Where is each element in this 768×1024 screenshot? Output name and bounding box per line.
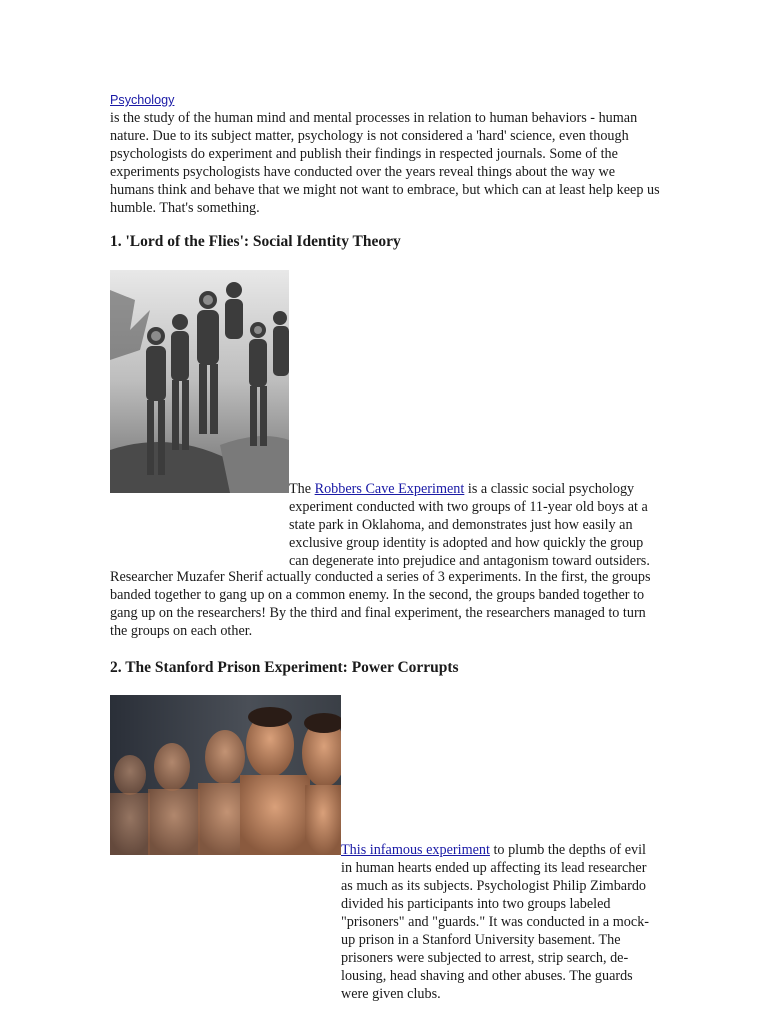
intro-paragraph: is the study of the human mind and mental processes in relation to human behaviors - human nature. Due to its subject matter, psychology is not considered a 'hard' science, even though psychologists do experiment and publish their findings in respected journals. Some of the experiments psychologists have conducted over the years reveal things about the way we humans think and behave that we might not want to embrace, but which can at least help keep us humble. That's something. [110, 110, 660, 216]
robbers-cave-link[interactable]: Robbers Cave Experiment [314, 481, 465, 497]
section-2-heading: 2. The Stanford Prison Experiment: Power Corrupts [110, 659, 459, 676]
stanford-prison-photo [110, 695, 341, 855]
section-1-lead-prefix: The [289, 481, 315, 497]
section-2-lead-text: to plumb the depths of evil in human hearts ended up affecting its lead researcher as much as its subjects. Psychologist Philip Zimbardo divided his participants into two groups labeled "prisoners" and "guards." It was conducted in a mock-up prison in a Stanford University basement. The prisoners were subjected to arrest, strip search, de-lousing, head shaving and other abuses. The guards were given clubs. [341, 842, 650, 1002]
section-1-paragraph-2-wrap [110, 568, 660, 640]
psychology-link[interactable]: Psychology [110, 93, 175, 107]
section-2-body [110, 841, 660, 1003]
section-1-lead-text: is a classic social psychology experiment conducted with two groups of 11-year old boys at a state park in Oklahoma, and demonstrates just how easily an exclusive group identity is adopted and how quickly the group can degenerate into prejudice and antagonism toward outsiders. [289, 481, 650, 569]
lord-of-the-flies-photo [110, 270, 289, 493]
section-1-body [110, 480, 660, 570]
infamous-experiment-link[interactable]: This infamous experiment [341, 842, 490, 858]
section-1-paragraph-2: Researcher Muzafer Sherif actually conducted a series of 3 experiments. In the first, the groups banded together to gang up on a common enemy. In the second, the groups banded together to gang up on the researchers! By the third and final experiment, the researchers managed to turn the groups on each other. [110, 569, 651, 639]
section-1-lead [110, 480, 660, 570]
section-2-lead [110, 841, 660, 1003]
section-1-heading: 1. 'Lord of the Flies': Social Identity Theory [110, 233, 401, 250]
intro-section [110, 91, 660, 217]
